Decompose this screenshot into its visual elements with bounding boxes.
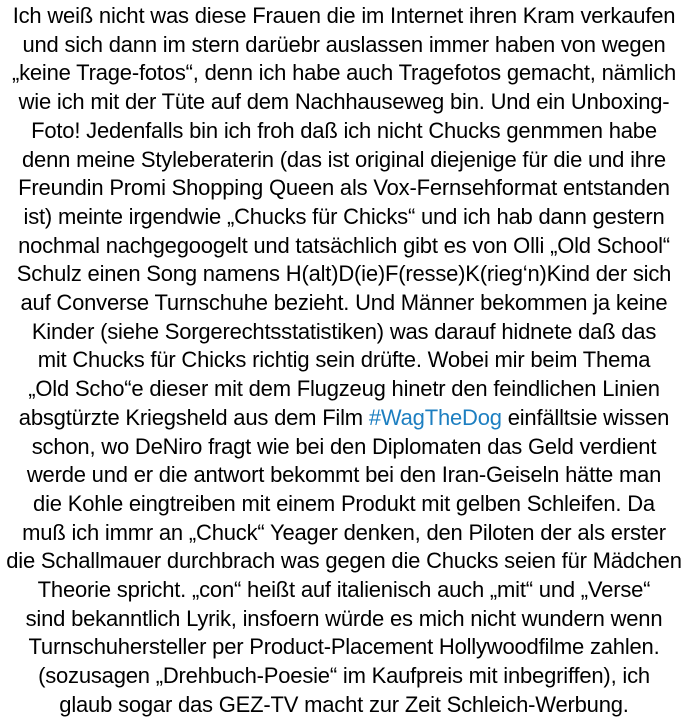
text-segment: sind bekanntlich Lyrik, insfoern würde es mich nicht wundern wenn [25, 605, 663, 631]
text-line-17 [0, 461, 688, 490]
text-segment: wie ich mit der Tüte auf dem Nachhauseweg bin. Und ein Unboxing- [18, 89, 670, 115]
text-line-11 [0, 289, 688, 318]
text-line-15 [0, 404, 688, 433]
text-line-6 [0, 146, 688, 175]
text-line-10 [0, 260, 688, 289]
text-line-19 [0, 519, 688, 548]
text-segment: auf Converse Turnschuhe bezieht. Und Männer bekommen ja keine [20, 290, 668, 316]
text-segment: einfälltsie wissen [501, 404, 670, 430]
text-line-18 [0, 490, 688, 519]
text-segment: glaub sogar das GEZ-TV macht zur Zeit Schleich-Werbung. [59, 691, 629, 717]
text-line-13 [0, 346, 688, 375]
text-line-2 [0, 31, 688, 60]
text-segment: Turnschuhersteller per Product-Placement Hollywoodfilme zahlen. [28, 634, 660, 660]
text-line-3 [0, 59, 688, 88]
text-line-20 [0, 547, 688, 576]
text-segment: Theorie spricht. „con“ heißt auf italienisch auch „mit“ und „Verse“ [37, 577, 651, 603]
text-segment: mit Chucks für Chicks richtig sein drüfte. Wobei mir beim Thema [37, 347, 651, 373]
text-segment: werde und er die antwort bekommt bei den Iran-Geiseln hätte man [26, 462, 662, 488]
text-segment: schon, wo DeNiro fragt wie bei den Diplomaten das Geld verdient [31, 433, 657, 459]
text-line-14 [0, 375, 688, 404]
text-segment: denn meine Styleberaterin (das ist original diejenige für die und ihre [22, 146, 666, 172]
text-line-25 [0, 691, 688, 720]
text-line-5 [0, 117, 688, 146]
text-line-12 [0, 318, 688, 347]
text-line-23 [0, 633, 688, 662]
text-segment: „Old Scho“e dieser mit dem Flugzeug hinetr den feindlichen Linien [28, 376, 660, 402]
text-segment: nochmal nachgegoogelt und tatsächlich gibt es von Olli „Old School“ [18, 232, 670, 258]
text-line-4 [0, 88, 688, 117]
text-line-21 [0, 576, 688, 605]
text-line-24 [0, 662, 688, 691]
text-segment: die Kohle eingtreiben mit einem Produkt mit gelben Schleifen. Da [33, 490, 655, 516]
text-line-9 [0, 232, 688, 261]
text-line-7 [0, 174, 688, 203]
text-segment: Foto! Jedenfalls bin ich froh daß ich nicht Chucks genmmen habe [31, 117, 657, 143]
text-segment: „keine Trage-fotos“, denn ich habe auch Tragefotos gemacht, nämlich [11, 60, 677, 86]
text-segment: und sich dann im stern darüebr auslassen immer haben von wegen [22, 31, 666, 57]
hashtag-link-wagthedog[interactable]: #WagTheDog [368, 404, 502, 430]
text-line-22 [0, 605, 688, 634]
text-line-16 [0, 433, 688, 462]
text-segment: ist) meinte irgendwie „Chucks für Chicks“ und ich hab dann gestern [23, 203, 665, 229]
text-segment: Ich weiß nicht was diese Frauen die im Internet ihren Kram verkaufen [12, 3, 676, 28]
text-line-1 [0, 2, 688, 31]
text-line-8 [0, 203, 688, 232]
text-segment: (sozusagen „Drehbuch-Poesie“ im Kaufpreis mit inbegriffen), ich [38, 663, 650, 689]
text-segment: muß ich immr an „Chuck“ Yeager denken, den Piloten der als erster [22, 519, 666, 545]
text-segment: absgtürzte Kriegsheld aus dem Film [18, 404, 369, 430]
text-segment: Schulz einen Song namens H(alt)D(ie)F(resse)K(rieg‘n)Kind der sich [16, 261, 672, 287]
text-segment: Freundin Promi Shopping Queen als Vox-Fernsehformat entstanden [18, 175, 670, 201]
text-segment: die Schallmauer durchbrach was gegen die Chucks seien für Mädchen [6, 548, 682, 574]
text-segment: Kinder (siehe Sorgerechtsstatistiken) was darauf hidnete daß das [31, 318, 657, 344]
